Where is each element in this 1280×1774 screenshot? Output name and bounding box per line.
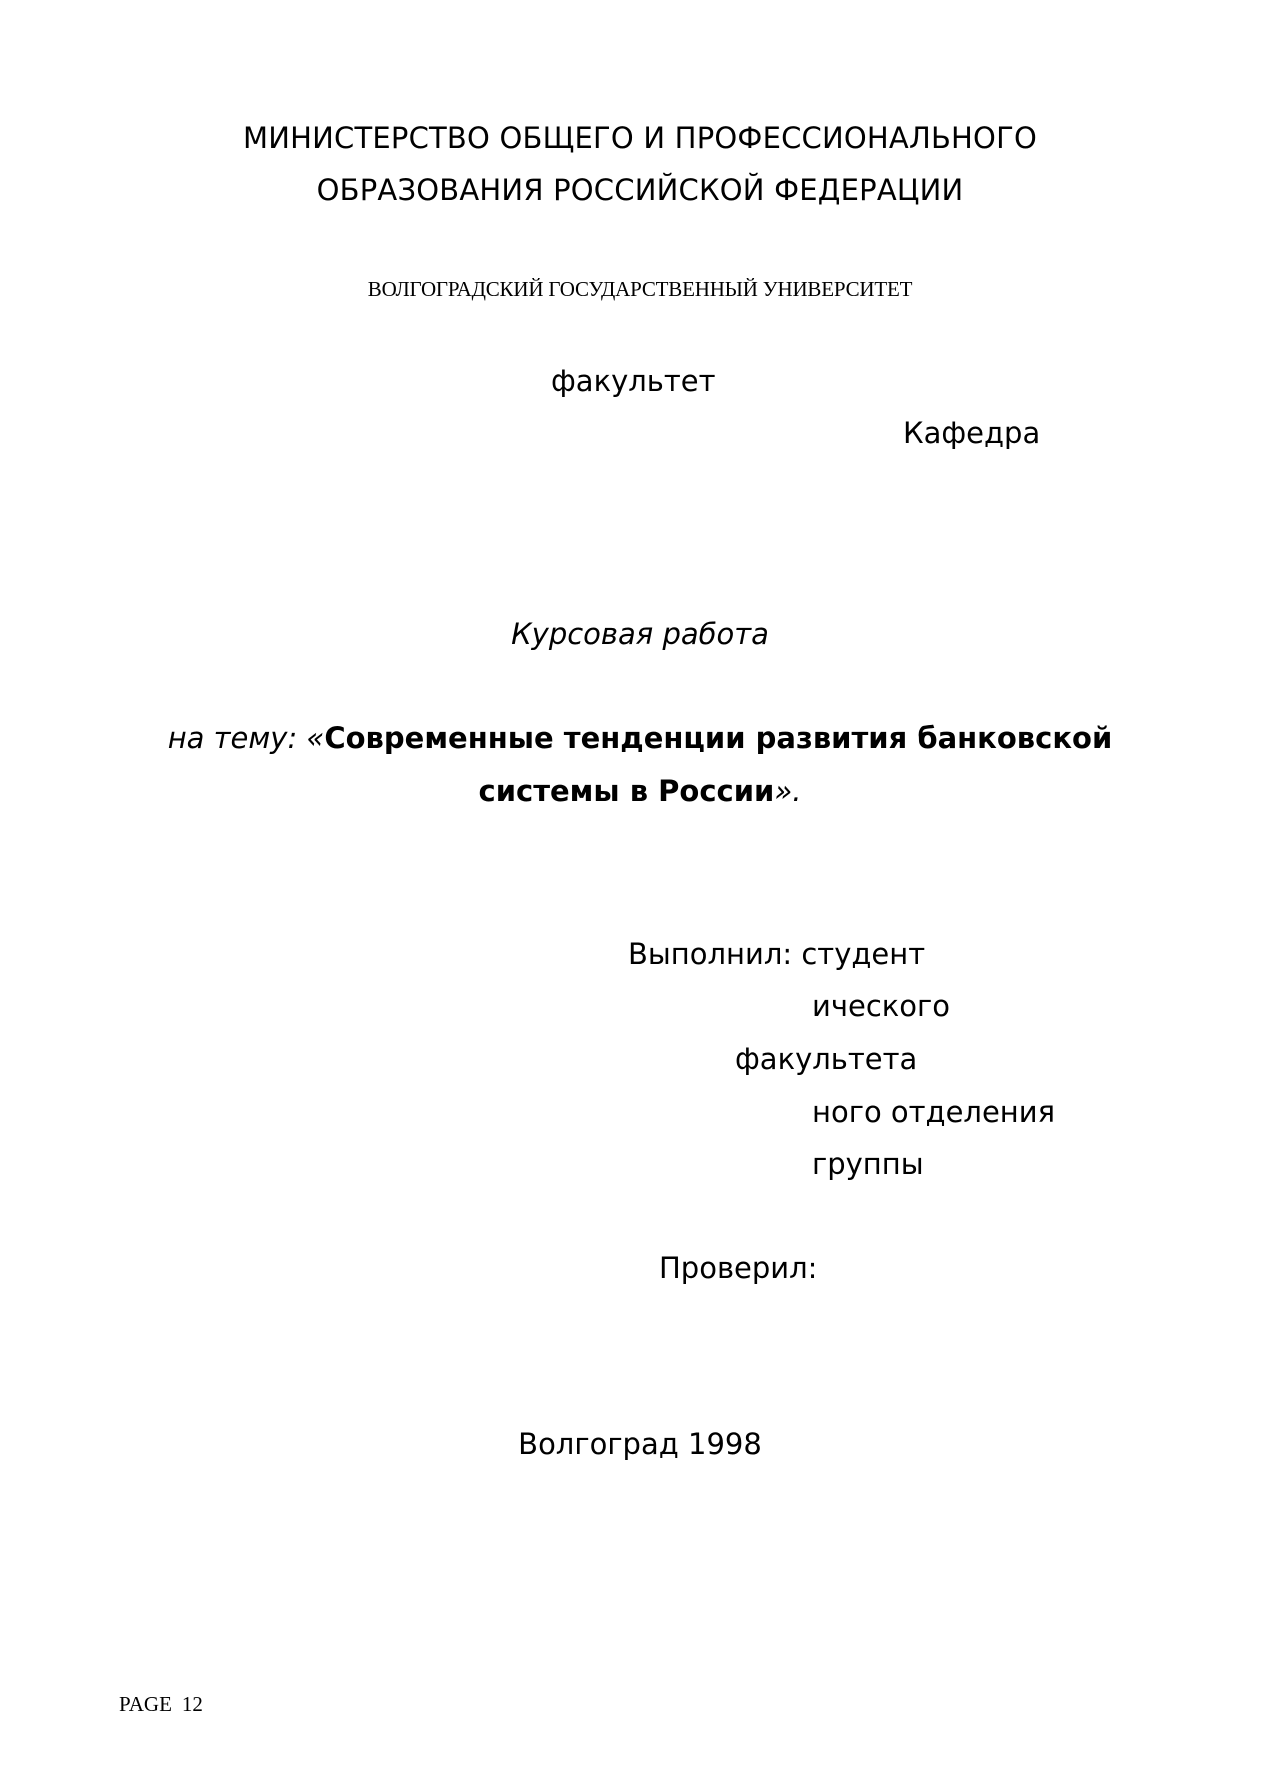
- work-type: Курсовая работа: [511, 617, 769, 651]
- page-label: PAGE: [119, 1692, 172, 1716]
- author-line-5: группы: [812, 1147, 924, 1181]
- ministry-title-line-1: МИНИСТЕРСТВО ОБЩЕГО И ПРОФЕССИОНАЛЬНОГО: [242, 121, 1037, 155]
- topic-title-line-2: системы в России: [478, 774, 775, 808]
- performed-by: Выполнил: студент: [628, 937, 926, 971]
- author-line-4: ного отделения: [812, 1095, 1056, 1129]
- topic-line-1: [0, 721, 1280, 755]
- author-line-3: факультета: [735, 1042, 918, 1076]
- topic-prefix: на тему: «: [167, 721, 325, 755]
- university-name: ВОЛГОГРАДСКИЙ ГОСУДАРСТВЕННЫЙ УНИВЕРСИТЕТ: [367, 277, 913, 301]
- page-number: 12: [181, 1692, 203, 1716]
- city-year: Волгоград 1998: [518, 1427, 762, 1461]
- author-line-2: ического: [812, 989, 951, 1023]
- topic-suffix: ».: [774, 774, 802, 808]
- topic-line-2: [0, 774, 1280, 808]
- department-label: Кафедра: [903, 416, 1041, 450]
- checked-by: Проверил:: [659, 1251, 818, 1285]
- ministry-title-line-2: ОБРАЗОВАНИЯ РОССИЙСКОЙ ФЕДЕРАЦИИ: [316, 173, 964, 207]
- page-footer: [119, 1694, 203, 1715]
- faculty-label: факультет: [551, 364, 716, 398]
- topic-title-line-1: Современные тенденции развития банковской: [324, 721, 1113, 755]
